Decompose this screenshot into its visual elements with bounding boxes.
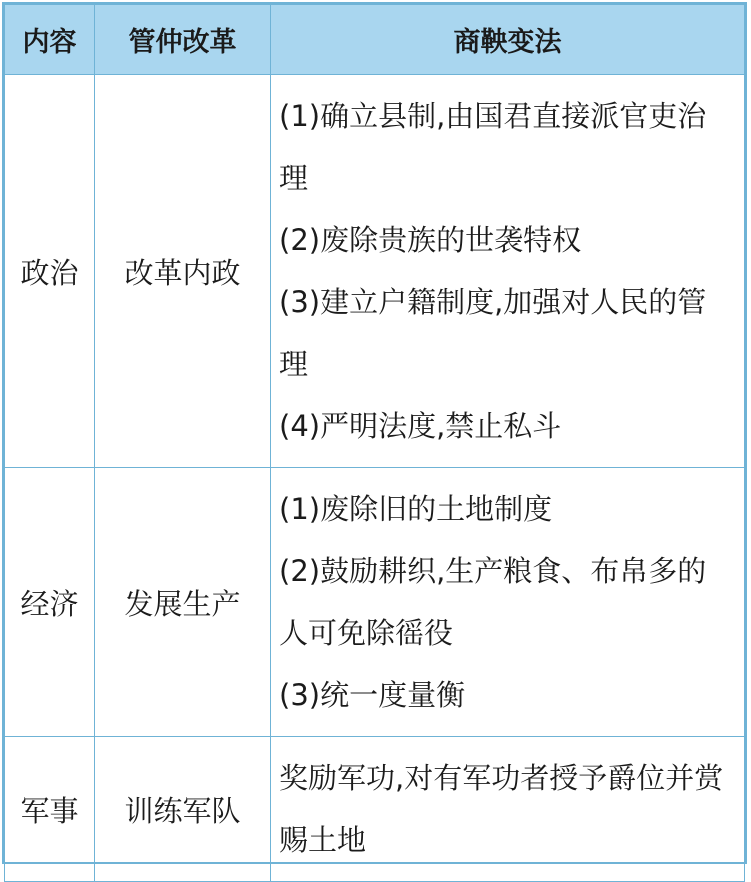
header-shangyang-reform: 商鞅变法: [271, 5, 745, 75]
table-row-politics: [5, 75, 745, 468]
cell-aspect: 军事: [5, 737, 95, 882]
cell-shangyang: [271, 737, 745, 882]
list-item: (2)鼓励耕织,生产粮食、布帛多的人可免除徭役: [279, 554, 707, 650]
cell-shangyang: [271, 75, 745, 468]
table-body: [5, 75, 745, 882]
list-item: (2)废除贵族的世袭特权: [279, 223, 582, 257]
list-item: (3)建立户籍制度,加强对人民的管理: [279, 285, 707, 381]
cell-guanzhong: 训练军队: [95, 737, 271, 882]
cell-aspect: 政治: [5, 75, 95, 468]
table-row-economy: [5, 468, 745, 737]
list-item: 奖励军功,对有军功者授予爵位并赏赐土地: [279, 761, 724, 857]
list-item: (1)废除旧的土地制度: [279, 492, 553, 526]
cell-shangyang: [271, 468, 745, 737]
header-row: [5, 5, 745, 75]
cell-guanzhong: 改革内政: [95, 75, 271, 468]
table-row-military: [5, 737, 745, 882]
cell-guanzhong: 发展生产: [95, 468, 271, 737]
reform-comparison-table: [2, 2, 747, 864]
table-header: [5, 5, 745, 75]
cell-aspect: 经济: [5, 468, 95, 737]
comparison-table: [4, 4, 745, 882]
list-item: (4)严明法度,禁止私斗: [279, 409, 562, 443]
header-aspect: 内容: [5, 5, 95, 75]
list-item: (1)确立县制,由国君直接派官吏治理: [279, 99, 707, 195]
header-guanzhong-reform: 管仲改革: [95, 5, 271, 75]
list-item: (3)统一度量衡: [279, 678, 466, 712]
